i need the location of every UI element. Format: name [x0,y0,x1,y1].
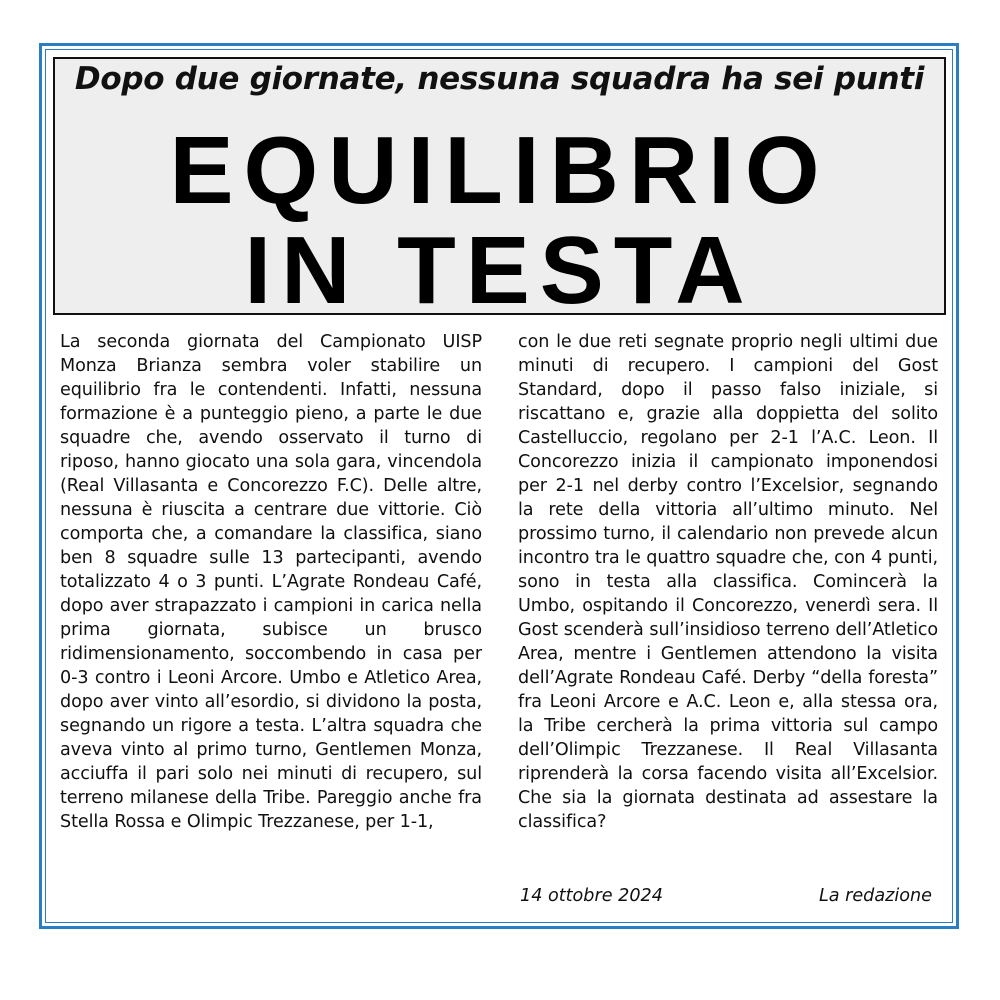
headline-line-1: EQUILIBRIO [169,117,830,224]
article-subtitle: Dopo due giornate, nessuna squadra ha sei punti [74,61,925,97]
article-column-right [518,330,938,834]
article-text-right: con le due reti segnate proprio negli ultimi due minuti di recupero. I campioni del Gost Standard, dopo il passo falso iniziale, si riscattano e, grazie alla doppietta del solito Castelluccio, regolano per 2-1 l’A.C. Leon. Il Concorezzo inizia il campionato imponendosi per 2-1 nel derby contro l’Excelsior, segnando la rete della vittoria all’ultimo minuto. Nel prossimo turno, il calendario non prevede alcun incontro tra le quattro squadre che, con 4 punti, sono in testa alla classifica. Comincerà la Umbo, ospitando il Concorezzo, venerdì sera. Il Gost scenderà sull’insidioso terreno dell’Atletico Area, mentre i Gentlemen attendono la visita dell’Agrate Rondeau Café. Derby “della foresta” fra Leoni Arcore e A.C. Leon e, alla stessa ora, la Tribe cercherà la prima vittoria sul campo dell’Olimpic Trezzanese. Il Real Villasanta riprenderà la corsa facendo visita all’Excelsior. Che sia la giornata destinata ad assestare la classifica? [518,332,938,832]
headline-box [53,57,946,324]
article-text-left: La seconda giornata del Campionato UISP Monza Brianza sembra voler stabilire un equilibrio fra le contendenti. Infatti, nessuna formazione è a punteggio pieno, a parte le due squadre che, avendo osservato il turno di riposo, hanno giocato una sola gara, vincendola (Real Villasanta e Concorezzo F.C). Delle altre, nessuna è riuscita a centrare due vittorie. Ciò comporta che, a comandare la classifica, siano ben 8 squadre sulle 13 partecipanti, avendo totalizzato 4 o 3 punti. L’Agrate Rondeau Café, dopo aver strapazzato i campioni in carica nella prima giornata, subisce un brusco ridimensionamento, soccombendo in casa per 0-3 contro i Leoni Arcore. Umbo e Atletico Area, dopo aver vinto all’esordio, si dividono la posta, segnando un rigore a testa. L’altra squadra che aveva vinto al primo turno, Gentlemen Monza, acciuffa il pari solo nei minuti di recupero, sul terreno milanese della Tribe. Pareggio anche fra Stella Rossa e Olimpic Trezzanese, per 1-1, [60,332,482,832]
article-column-left [60,330,482,834]
article-signature [518,886,932,912]
headline-line-2: IN TESTA [244,217,755,324]
article-date: 14 ottobre 2024 [520,886,663,906]
article-author: La redazione [818,886,932,906]
